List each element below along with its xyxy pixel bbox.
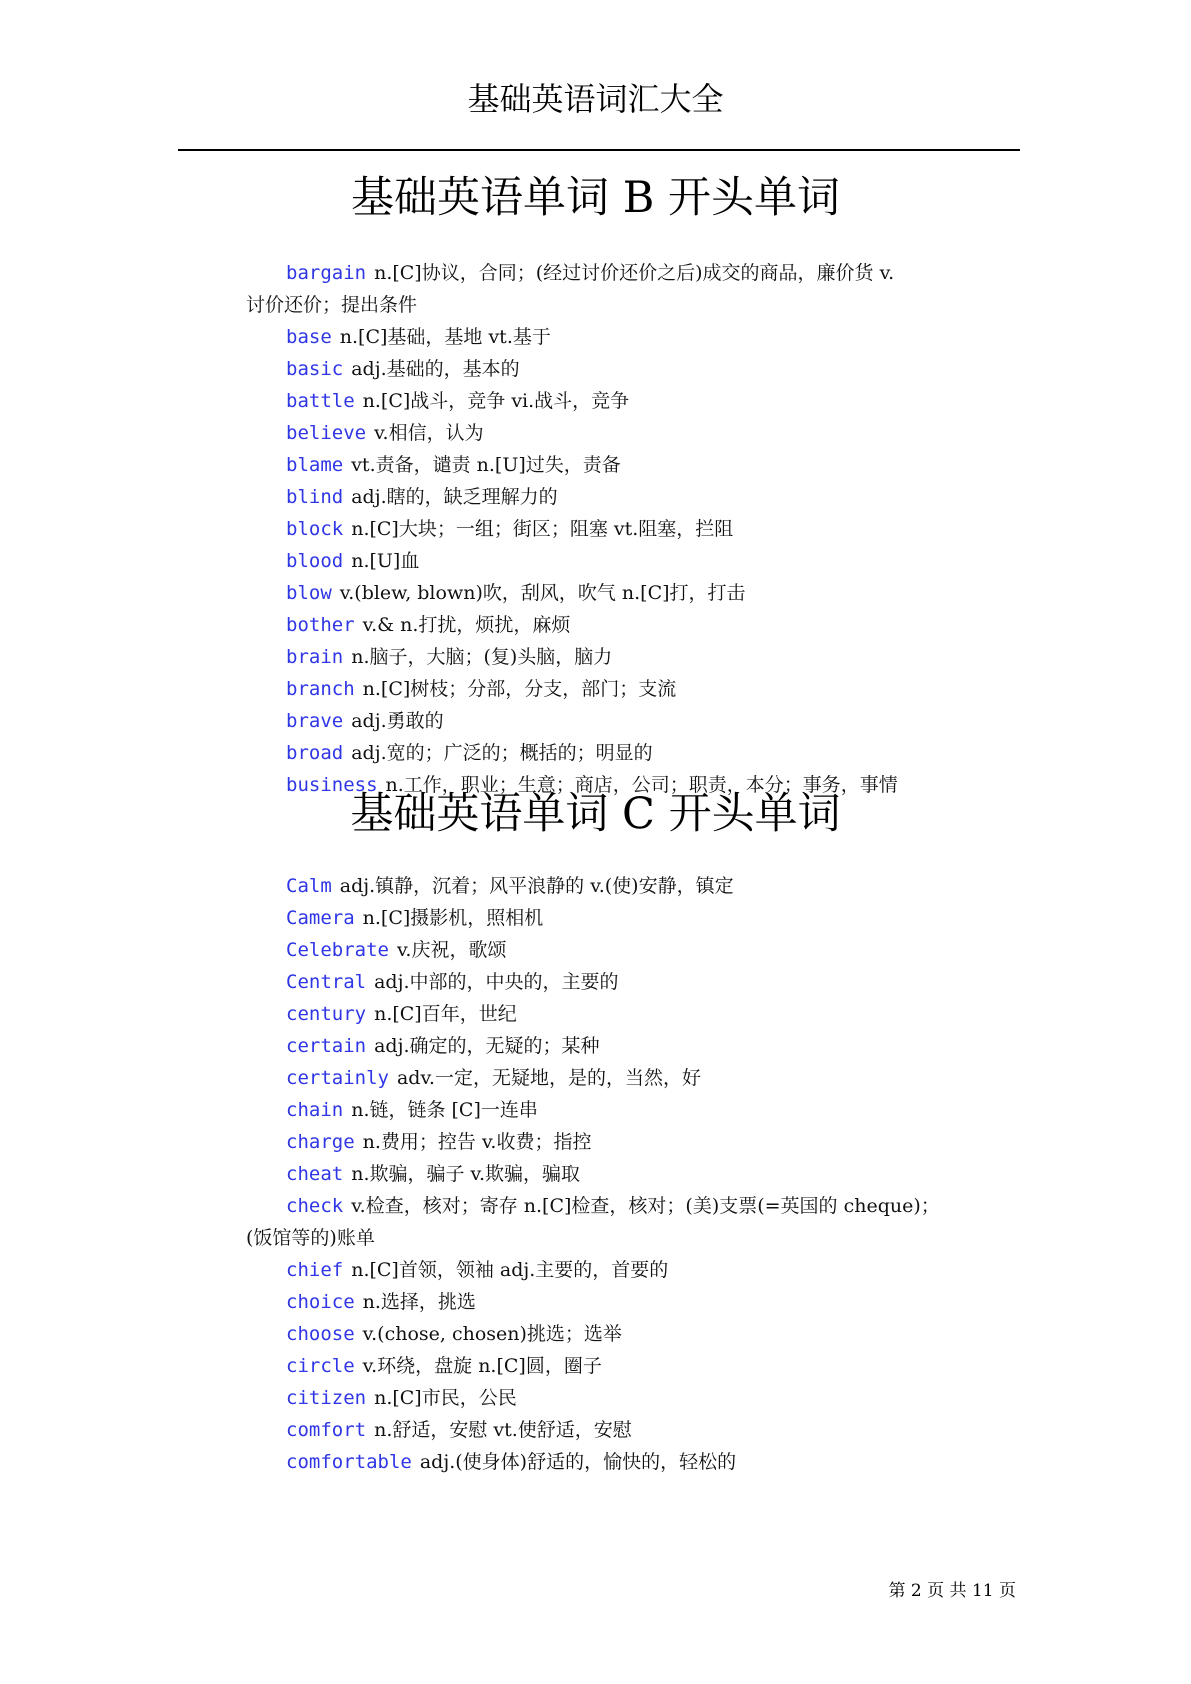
- vocab-word: chief: [286, 1259, 344, 1281]
- vocab-entry: [246, 321, 986, 353]
- vocab-definition: adj.基础的，基本的: [351, 358, 520, 380]
- vocab-definition: v.检查，核对；寄存 n.[C]检查，核对；(美)支票(=英国的 cheque)；: [351, 1195, 940, 1217]
- vocab-word: battle: [286, 390, 355, 412]
- vocab-word: Central: [286, 971, 367, 993]
- vocab-word: blind: [286, 486, 344, 508]
- vocab-definition: n.[C]大块；一组；街区；阻塞 vt.阻塞，拦阻: [351, 518, 734, 540]
- vocab-entry: [246, 902, 986, 934]
- vocab-definition: n.舒适，安慰 vt.使舒适，安慰: [374, 1419, 632, 1441]
- vocab-definition: adj.(使身体)舒适的，愉快的，轻松的: [419, 1451, 737, 1473]
- vocab-entry: [246, 481, 986, 513]
- page-header-title: 基础英语词汇大全: [467, 80, 724, 118]
- vocab-entry: [246, 1126, 986, 1158]
- vocab-entry: [246, 1382, 986, 1414]
- vocab-entry: [246, 641, 986, 673]
- section-heading-b: 基础英语单词 B 开头单词: [351, 173, 840, 223]
- vocab-definition: vt.责备，谴责 n.[U]过失，责备: [351, 454, 621, 476]
- vocab-word: Calm: [286, 875, 332, 897]
- vocab-entry: [246, 1350, 986, 1382]
- vocab-word: bargain: [286, 262, 367, 284]
- vocab-entry: [246, 673, 986, 705]
- vocab-definition: n.[C]首领，领袖 adj.主要的，首要的: [351, 1259, 669, 1281]
- vocab-entry: [246, 966, 986, 998]
- vocab-word: century: [286, 1003, 367, 1025]
- vocab-entry: [246, 577, 986, 609]
- vocab-definition: n.脑子，大脑；(复)头脑，脑力: [351, 646, 613, 668]
- header-divider: [178, 149, 1020, 151]
- vocab-entry: [246, 1254, 986, 1286]
- vocab-definition: adj.瞎的，缺乏理解力的: [351, 486, 558, 508]
- vocab-entry: [246, 1286, 986, 1318]
- vocab-definition: v.庆祝，歌颂: [396, 939, 507, 961]
- vocab-word: circle: [286, 1355, 355, 1377]
- vocab-entry: [246, 870, 986, 902]
- vocab-word: certainly: [286, 1067, 389, 1089]
- vocab-word: branch: [286, 678, 355, 700]
- vocab-definition: v.(chose, chosen)挑选；选举: [362, 1323, 622, 1345]
- vocab-word: charge: [286, 1131, 355, 1153]
- vocab-entry: [246, 1158, 986, 1190]
- vocab-word: choose: [286, 1323, 355, 1345]
- vocab-definition: adj.勇敢的: [351, 710, 444, 732]
- vocab-definition: n.[C]摄影机，照相机: [362, 907, 544, 929]
- vocab-entry: [246, 934, 986, 966]
- vocab-entry: [246, 385, 986, 417]
- vocab-word: bother: [286, 614, 355, 636]
- entry-list-c: [246, 870, 986, 1478]
- vocab-entry: [246, 1190, 986, 1254]
- vocab-word: chain: [286, 1099, 344, 1121]
- vocab-definition: v.环绕，盘旋 n.[C]圆，圈子: [362, 1355, 602, 1377]
- vocab-definition: v.相信，认为: [374, 422, 484, 444]
- vocab-definition: adj.确定的，无疑的；某种: [374, 1035, 600, 1057]
- vocab-entry: [246, 1318, 986, 1350]
- vocab-entry: [246, 449, 986, 481]
- vocab-entry: [246, 998, 986, 1030]
- vocab-entry: [246, 1446, 986, 1478]
- vocab-word: blood: [286, 550, 344, 572]
- vocab-definition: adj.宽的；广泛的；概括的；明显的: [351, 742, 653, 764]
- vocab-word: broad: [286, 742, 344, 764]
- vocab-definition: n.选择，挑选: [362, 1291, 476, 1313]
- vocab-entry: [246, 1062, 986, 1094]
- entry-list-b: [246, 257, 986, 801]
- vocab-word: cheat: [286, 1163, 344, 1185]
- vocab-definition: adj.中部的，中央的，主要的: [374, 971, 619, 993]
- vocab-definition: v.(blew, blown)吹，刮风，吹气 n.[C]打，打击: [339, 582, 746, 604]
- vocab-definition: adv.一定，无疑地，是的，当然，好: [396, 1067, 701, 1089]
- vocab-word: citizen: [286, 1387, 367, 1409]
- vocab-entry: [246, 1094, 986, 1126]
- vocab-definition: n.[C]协议，合同；(经过讨价还价之后)成交的商品，廉价货 v.: [374, 262, 895, 284]
- vocab-word: brave: [286, 710, 344, 732]
- vocab-word: believe: [286, 422, 367, 444]
- vocab-definition: n.[C]树枝；分部，分支，部门；支流: [362, 678, 677, 700]
- vocab-definition-continued: (饭馆等的)账单: [246, 1227, 375, 1249]
- vocab-word: business: [286, 774, 378, 796]
- vocab-definition: n.欺骗，骗子 v.欺骗，骗取: [351, 1163, 581, 1185]
- vocab-entry: [246, 609, 986, 641]
- vocab-definition: adj.镇静，沉着；风平浪静的 v.(使)安静，镇定: [339, 875, 734, 897]
- vocab-definition: n.费用；控告 v.收费；指控: [362, 1131, 592, 1153]
- vocab-entry: [246, 257, 986, 321]
- vocab-entry: [246, 1414, 986, 1446]
- vocab-definition: n.[C]基础，基地 vt.基于: [339, 326, 551, 348]
- vocab-word: choice: [286, 1291, 355, 1313]
- vocab-word: check: [286, 1195, 344, 1217]
- vocab-entry: [246, 353, 986, 385]
- vocab-word: comfort: [286, 1419, 367, 1441]
- vocab-definition: n.[U]血: [351, 550, 420, 572]
- vocab-word: comfortable: [286, 1451, 412, 1473]
- vocab-entry: [246, 545, 986, 577]
- vocab-word: Celebrate: [286, 939, 389, 961]
- vocab-entry: [246, 1030, 986, 1062]
- vocab-entry: [246, 737, 986, 769]
- vocab-definition: v.& n.打扰，烦扰，麻烦: [362, 614, 571, 636]
- vocab-word: basic: [286, 358, 344, 380]
- section-heading-c: 基础英语单词 C 开头单词: [350, 789, 841, 839]
- vocab-word: blow: [286, 582, 332, 604]
- vocab-definition: n.[C]市民，公民: [374, 1387, 517, 1409]
- vocab-definition: n.工作，职业；生意；商店，公司；职责，本分；事务，事情: [385, 774, 898, 796]
- vocab-entry: [246, 417, 986, 449]
- vocab-definition: n.[C]战斗，竞争 vi.战斗，竞争: [362, 390, 630, 412]
- vocab-definition: n.[C]百年，世纪: [374, 1003, 517, 1025]
- vocab-word: base: [286, 326, 332, 348]
- vocab-word: Camera: [286, 907, 355, 929]
- vocab-definition: n.链，链条 [C]一连串: [351, 1099, 538, 1121]
- vocab-word: brain: [286, 646, 344, 668]
- page-number: 第 2 页 共 11 页: [888, 1581, 1016, 1601]
- vocab-word: block: [286, 518, 344, 540]
- vocab-entry: [246, 513, 986, 545]
- vocab-definition-continued: 讨价还价；提出条件: [246, 294, 418, 316]
- vocab-word: blame: [286, 454, 344, 476]
- vocab-entry: [246, 705, 986, 737]
- vocab-word: certain: [286, 1035, 367, 1057]
